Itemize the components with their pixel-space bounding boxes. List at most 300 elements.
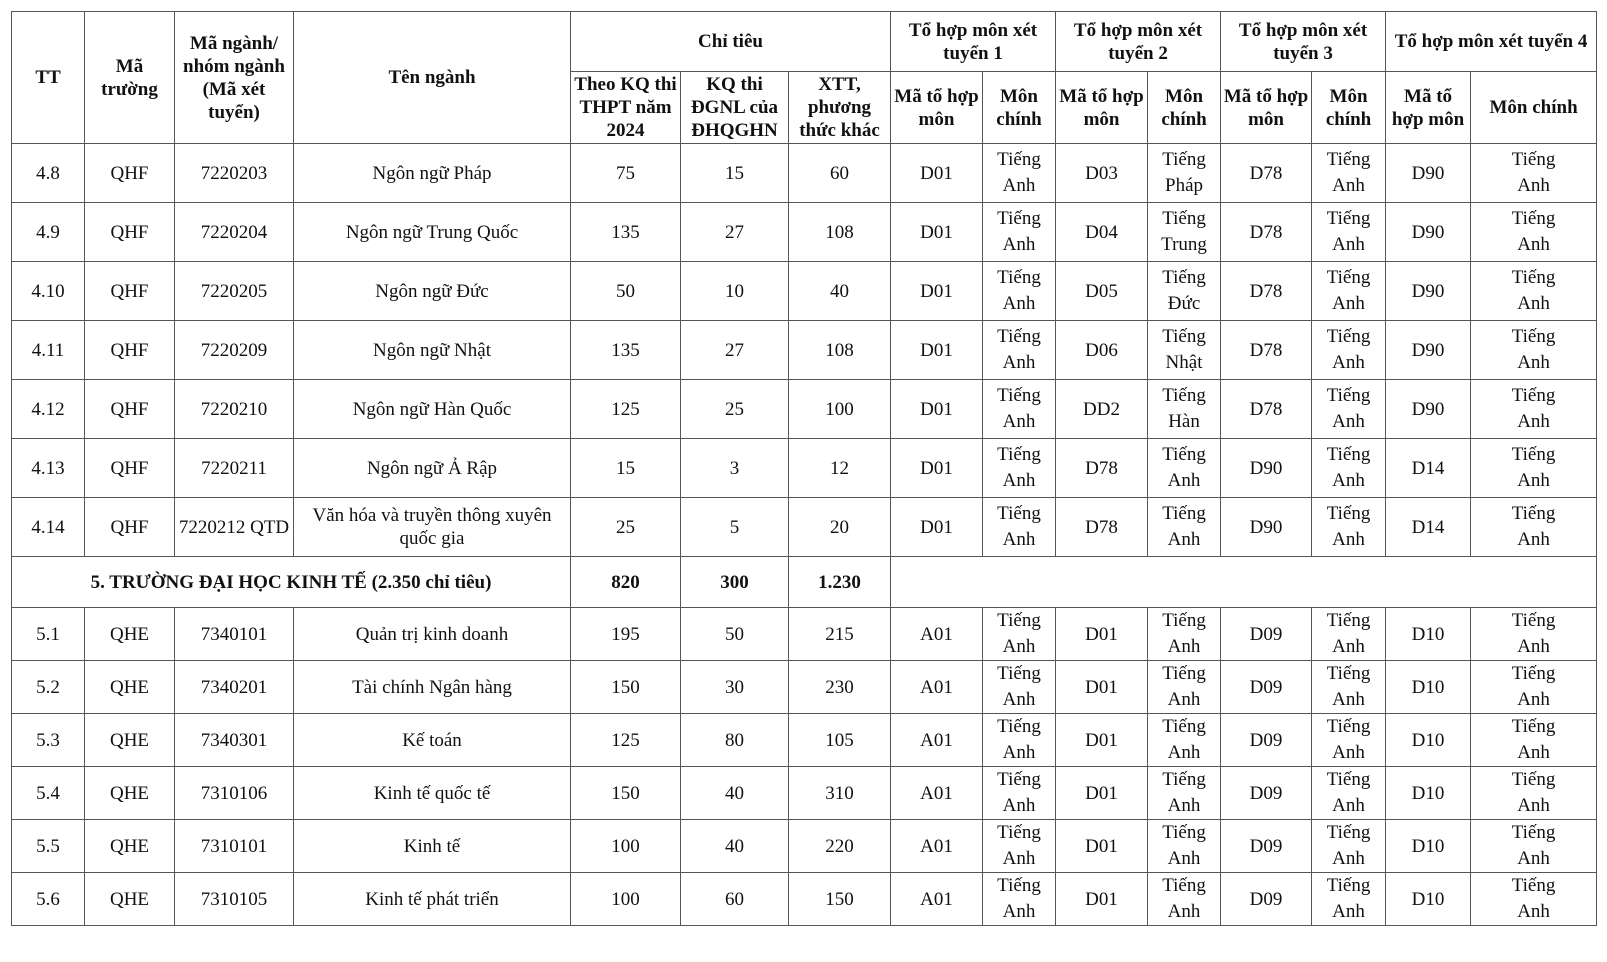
row-mon-chinh-2 [1148,820,1221,873]
row-mon-chinh-2 [1148,873,1221,926]
mon-chinh-line: Anh [1332,529,1365,550]
mon-chinh-line: Anh [1517,689,1550,710]
mon-chinh-line: Anh [1167,742,1201,763]
row-ma-truong: QHE [85,873,175,926]
row-xtt: 215 [789,608,891,661]
row-ma-to-hop-3: D09 [1221,661,1312,714]
mon-chinh-line: Tiếng [1326,149,1371,170]
row-ma-to-hop-2: D01 [1056,608,1148,661]
row-ma-to-hop-1: A01 [891,714,983,767]
row-mon-chinh-2 [1148,262,1221,321]
row-mon-chinh-2 [1148,661,1221,714]
header-ma-truong: Mã trường [85,12,175,144]
row-dgnl: 27 [681,203,789,262]
mon-chinh-line: Tiếng [1511,875,1556,896]
row-tt: 5.6 [12,873,85,926]
row-thpt: 135 [571,321,681,380]
mon-chinh-line: Tiếng [1326,716,1371,737]
mon-chinh-line: Anh [1332,636,1365,657]
row-ma-to-hop-4: D10 [1386,767,1471,820]
row-ma-truong: QHF [85,144,175,203]
mon-chinh-line: Tiếng [1162,385,1206,406]
mon-chinh-line: Anh [1002,529,1036,550]
admission-quota-table [11,11,1597,926]
row-thpt: 100 [571,820,681,873]
header-xtt: XTT, phương thức khác [789,72,891,144]
row-ma-to-hop-1: A01 [891,608,983,661]
header-mon-chinh: Môn chính [1471,72,1597,144]
row-dgnl: 3 [681,439,789,498]
row-mon-chinh-2 [1148,714,1221,767]
row-mon-chinh-4 [1471,498,1597,557]
row-ma-to-hop-2: D05 [1056,262,1148,321]
mon-chinh-line: Tiếng [1326,875,1371,896]
mon-chinh-line: Tiếng [997,444,1041,465]
mon-chinh-line: Anh [1517,901,1550,922]
mon-chinh-line: Anh [1002,848,1036,869]
table-row [12,608,1597,661]
row-mon-chinh-3 [1312,262,1386,321]
row-ma-to-hop-2: D78 [1056,439,1148,498]
table-row [12,144,1597,203]
row-ma-to-hop-2: D01 [1056,767,1148,820]
row-ma-truong: QHE [85,767,175,820]
row-dgnl: 40 [681,767,789,820]
row-ma-nganh: 7220203 [175,144,294,203]
mon-chinh-line: Anh [1517,175,1550,196]
row-ma-truong: QHE [85,661,175,714]
row-mon-chinh-2 [1148,203,1221,262]
header-mon-chinh: Môn chính [1148,72,1221,144]
mon-chinh-line: Anh [1167,901,1201,922]
header-ma-to-hop: Mã tổ hợp môn [1056,72,1148,144]
row-mon-chinh-4 [1471,661,1597,714]
row-ma-nganh: 7340101 [175,608,294,661]
row-ma-to-hop-4: D90 [1386,144,1471,203]
mon-chinh-line: Trung [1161,234,1207,255]
row-xtt: 108 [789,321,891,380]
mon-chinh-line: Tiếng [1162,716,1206,737]
row-ma-to-hop-4: D10 [1386,608,1471,661]
row-tt: 4.9 [12,203,85,262]
table-row [12,873,1597,926]
row-dgnl: 10 [681,262,789,321]
table-row [12,498,1597,557]
row-mon-chinh-1 [983,498,1056,557]
mon-chinh-line: Anh [1517,470,1550,491]
row-ma-to-hop-4: D90 [1386,321,1471,380]
section-dgnl-total: 300 [681,557,789,608]
mon-chinh-line: Anh [1332,901,1365,922]
row-dgnl: 80 [681,714,789,767]
mon-chinh-line: Anh [1332,848,1365,869]
row-ma-nganh: 7310101 [175,820,294,873]
row-tt: 4.10 [12,262,85,321]
mon-chinh-line: Tiếng [1326,503,1371,524]
row-mon-chinh-4 [1471,873,1597,926]
mon-chinh-line: Anh [1002,352,1036,373]
mon-chinh-line: Tiếng [997,149,1041,170]
row-ma-to-hop-3: D09 [1221,767,1312,820]
mon-chinh-line: Đức [1167,293,1201,314]
row-ma-to-hop-4: D90 [1386,203,1471,262]
mon-chinh-line: Tiếng [1162,822,1206,843]
row-mon-chinh-3 [1312,714,1386,767]
table-row [12,439,1597,498]
row-ma-nganh: 7340201 [175,661,294,714]
row-ma-to-hop-1: D01 [891,439,983,498]
mon-chinh-line: Hàn [1168,411,1200,432]
row-thpt: 150 [571,661,681,714]
row-dgnl: 50 [681,608,789,661]
row-mon-chinh-3 [1312,873,1386,926]
mon-chinh-line: Anh [1517,234,1550,255]
table-row [12,203,1597,262]
row-ma-to-hop-1: A01 [891,661,983,714]
row-ma-to-hop-2: D01 [1056,820,1148,873]
mon-chinh-line: Anh [1517,529,1550,550]
row-thpt: 135 [571,203,681,262]
row-ma-to-hop-1: A01 [891,873,983,926]
mon-chinh-line: Tiếng [1162,769,1206,790]
row-ten-nganh: Kế toán [294,714,571,767]
row-mon-chinh-2 [1148,498,1221,557]
row-dgnl: 60 [681,873,789,926]
section-title: 5. TRƯỜNG ĐẠI HỌC KINH TẾ (2.350 chỉ tiêu) [12,557,571,608]
header-dgnl: KQ thi ĐGNL của ĐHQGHN [681,72,789,144]
mon-chinh-line: Tiếng [997,503,1041,524]
row-ma-truong: QHF [85,203,175,262]
header-to-hop-4: Tổ hợp môn xét tuyển 4 [1386,12,1597,72]
row-ma-nganh: 7310106 [175,767,294,820]
mon-chinh-line: Nhật [1165,352,1203,373]
row-ma-to-hop-1: A01 [891,767,983,820]
mon-chinh-line: Tiếng [1511,663,1556,684]
row-mon-chinh-4 [1471,439,1597,498]
row-xtt: 40 [789,262,891,321]
row-mon-chinh-4 [1471,144,1597,203]
mon-chinh-line: Tiếng [1162,267,1206,288]
row-mon-chinh-1 [983,714,1056,767]
mon-chinh-line: Tiếng [1162,503,1206,524]
row-thpt: 50 [571,262,681,321]
row-mon-chinh-3 [1312,608,1386,661]
mon-chinh-line: Tiếng [997,875,1041,896]
row-ten-nganh: Ngôn ngữ Nhật [294,321,571,380]
row-thpt: 75 [571,144,681,203]
row-ma-to-hop-4: D10 [1386,714,1471,767]
row-ma-truong: QHE [85,714,175,767]
mon-chinh-line: Anh [1517,742,1550,763]
row-ma-to-hop-1: D01 [891,380,983,439]
row-mon-chinh-1 [983,820,1056,873]
table-row [12,321,1597,380]
section-xtt-total: 1.230 [789,557,891,608]
row-ma-to-hop-4: D14 [1386,498,1471,557]
row-xtt: 20 [789,498,891,557]
row-ma-nganh: 7220205 [175,262,294,321]
row-ma-to-hop-3: D78 [1221,321,1312,380]
row-ma-to-hop-3: D09 [1221,820,1312,873]
row-dgnl: 15 [681,144,789,203]
header-ten-nganh: Tên ngành [294,12,571,144]
row-xtt: 108 [789,203,891,262]
section5-body [12,557,1597,608]
header-ma-to-hop: Mã tổ hợp môn [1386,72,1471,144]
mon-chinh-line: Anh [1517,411,1550,432]
mon-chinh-line: Anh [1002,636,1036,657]
row-ten-nganh: Ngôn ngữ Đức [294,262,571,321]
mon-chinh-line: Tiếng [997,663,1041,684]
row-mon-chinh-3 [1312,820,1386,873]
row-ma-nganh: 7220209 [175,321,294,380]
mon-chinh-line: Tiếng [1162,610,1206,631]
row-mon-chinh-3 [1312,380,1386,439]
row-ma-to-hop-2: D01 [1056,873,1148,926]
mon-chinh-line: Tiếng [1326,769,1371,790]
mon-chinh-line: Anh [1167,689,1201,710]
header-to-hop-3: Tổ hợp môn xét tuyển 3 [1221,12,1386,72]
table-row [12,380,1597,439]
row-ma-truong: QHF [85,498,175,557]
row-mon-chinh-4 [1471,203,1597,262]
mon-chinh-line: Tiếng [997,267,1041,288]
row-ma-nganh: 7220211 [175,439,294,498]
table-row [12,714,1597,767]
row-thpt: 195 [571,608,681,661]
group4-body [12,144,1597,557]
row-mon-chinh-2 [1148,767,1221,820]
mon-chinh-line: Tiếng [1162,875,1206,896]
mon-chinh-line: Tiếng [997,769,1041,790]
mon-chinh-line: Anh [1332,293,1365,314]
mon-chinh-line: Tiếng [1511,503,1556,524]
mon-chinh-line: Tiếng [997,385,1041,406]
row-ten-nganh: Tài chính Ngân hàng [294,661,571,714]
row-ten-nganh: Kinh tế phát triển [294,873,571,926]
row-ma-to-hop-1: D01 [891,144,983,203]
mon-chinh-line: Anh [1167,795,1201,816]
mon-chinh-line: Anh [1167,848,1201,869]
mon-chinh-line: Tiếng [1511,716,1556,737]
mon-chinh-line: Anh [1167,636,1201,657]
row-mon-chinh-3 [1312,203,1386,262]
row-mon-chinh-2 [1148,608,1221,661]
row-mon-chinh-4 [1471,767,1597,820]
mon-chinh-line: Anh [1002,411,1036,432]
row-ten-nganh: Ngôn ngữ Ả Rập [294,439,571,498]
mon-chinh-line: Tiếng [1511,385,1556,406]
row-ma-truong: QHF [85,380,175,439]
row-ma-nganh: 7220210 [175,380,294,439]
table-row [12,262,1597,321]
row-mon-chinh-1 [983,262,1056,321]
mon-chinh-line: Tiếng [1326,444,1371,465]
mon-chinh-line: Anh [1002,795,1036,816]
row-thpt: 125 [571,380,681,439]
row-mon-chinh-2 [1148,321,1221,380]
row-ma-nganh: 7220204 [175,203,294,262]
mon-chinh-line: Anh [1002,293,1036,314]
row-ma-to-hop-3: D90 [1221,439,1312,498]
header-thpt: Theo KQ thi THPT năm 2024 [571,72,681,144]
row-mon-chinh-4 [1471,608,1597,661]
mon-chinh-line: Anh [1332,234,1365,255]
row-dgnl: 27 [681,321,789,380]
row-ma-to-hop-3: D78 [1221,262,1312,321]
row-ma-to-hop-4: D10 [1386,873,1471,926]
row-mon-chinh-4 [1471,714,1597,767]
mon-chinh-line: Tiếng [997,208,1041,229]
row-tt: 5.1 [12,608,85,661]
row-ten-nganh: Ngôn ngữ Trung Quốc [294,203,571,262]
row-mon-chinh-3 [1312,767,1386,820]
row-thpt: 125 [571,714,681,767]
mon-chinh-line: Anh [1002,901,1036,922]
mon-chinh-line: Tiếng [1511,326,1556,347]
row-mon-chinh-3 [1312,661,1386,714]
row-ma-to-hop-2: D03 [1056,144,1148,203]
row-mon-chinh-1 [983,321,1056,380]
row-mon-chinh-1 [983,873,1056,926]
row-xtt: 12 [789,439,891,498]
row-ma-truong: QHF [85,262,175,321]
mon-chinh-line: Tiếng [997,716,1041,737]
mon-chinh-line: Tiếng [1326,208,1371,229]
row-mon-chinh-2 [1148,380,1221,439]
mon-chinh-line: Anh [1332,470,1365,491]
row-ma-to-hop-3: D09 [1221,714,1312,767]
row-ma-to-hop-1: A01 [891,820,983,873]
row-ma-to-hop-2: D01 [1056,714,1148,767]
mon-chinh-line: Tiếng [997,326,1041,347]
mon-chinh-line: Tiếng [1511,822,1556,843]
mon-chinh-line: Tiếng [1326,822,1371,843]
row-ma-truong: QHF [85,439,175,498]
mon-chinh-line: Tiếng [997,610,1041,631]
mon-chinh-line: Anh [1167,470,1201,491]
mon-chinh-line: Tiếng [1162,208,1206,229]
row-mon-chinh-3 [1312,498,1386,557]
mon-chinh-line: Tiếng [1511,769,1556,790]
row-ma-to-hop-1: D01 [891,321,983,380]
row-ma-truong: QHE [85,820,175,873]
mon-chinh-line: Anh [1332,689,1365,710]
row-ma-to-hop-4: D10 [1386,661,1471,714]
header-chi-tieu: Chỉ tiêu [571,12,891,72]
row-ma-to-hop-2: D06 [1056,321,1148,380]
header-ma-nganh: Mã ngành/ nhóm ngành (Mã xét tuyển) [175,12,294,144]
row-ma-truong: QHE [85,608,175,661]
group5-body [12,608,1597,926]
mon-chinh-line: Anh [1002,175,1036,196]
row-mon-chinh-1 [983,439,1056,498]
mon-chinh-line: Anh [1002,742,1036,763]
mon-chinh-line: Anh [1002,470,1036,491]
mon-chinh-line: Anh [1517,636,1550,657]
row-ma-truong: QHF [85,321,175,380]
row-ma-to-hop-3: D90 [1221,498,1312,557]
row-ten-nganh: Ngôn ngữ Hàn Quốc [294,380,571,439]
row-mon-chinh-4 [1471,262,1597,321]
row-ten-nganh: Văn hóa và truyền thông xuyên quốc gia [294,498,571,557]
row-tt: 4.13 [12,439,85,498]
row-ma-to-hop-4: D90 [1386,380,1471,439]
row-xtt: 220 [789,820,891,873]
mon-chinh-line: Tiếng [1162,149,1206,170]
mon-chinh-line: Tiếng [1162,326,1206,347]
row-ma-to-hop-1: D01 [891,498,983,557]
row-ma-to-hop-1: D01 [891,203,983,262]
row-ma-to-hop-4: D90 [1386,262,1471,321]
row-ten-nganh: Ngôn ngữ Pháp [294,144,571,203]
row-dgnl: 40 [681,820,789,873]
header-to-hop-2: Tổ hợp môn xét tuyển 2 [1056,12,1221,72]
row-xtt: 230 [789,661,891,714]
row-mon-chinh-4 [1471,820,1597,873]
row-ma-to-hop-3: D78 [1221,380,1312,439]
row-ma-to-hop-2: D01 [1056,661,1148,714]
row-tt: 4.12 [12,380,85,439]
row-mon-chinh-1 [983,608,1056,661]
row-mon-chinh-3 [1312,144,1386,203]
row-thpt: 25 [571,498,681,557]
row-mon-chinh-1 [983,203,1056,262]
mon-chinh-line: Tiếng [1511,149,1556,170]
mon-chinh-line: Anh [1167,529,1201,550]
row-ma-to-hop-2: D04 [1056,203,1148,262]
row-mon-chinh-1 [983,380,1056,439]
mon-chinh-line: Tiếng [997,822,1041,843]
row-xtt: 150 [789,873,891,926]
row-ten-nganh: Quản trị kinh doanh [294,608,571,661]
header-ma-to-hop: Mã tổ hợp môn [1221,72,1312,144]
header-mon-chinh: Môn chính [983,72,1056,144]
header-tt: TT [12,12,85,144]
mon-chinh-line: Tiếng [1511,267,1556,288]
mon-chinh-line: Tiếng [1326,385,1371,406]
row-ma-nganh: 7340301 [175,714,294,767]
mon-chinh-line: Pháp [1165,175,1204,196]
row-xtt: 310 [789,767,891,820]
row-thpt: 150 [571,767,681,820]
row-mon-chinh-4 [1471,380,1597,439]
mon-chinh-line: Anh [1332,175,1365,196]
mon-chinh-line: Tiếng [1511,610,1556,631]
row-dgnl: 5 [681,498,789,557]
mon-chinh-line: Tiếng [1326,267,1371,288]
mon-chinh-line: Anh [1002,234,1036,255]
row-tt: 4.14 [12,498,85,557]
row-ma-to-hop-3: D78 [1221,144,1312,203]
mon-chinh-line: Tiếng [1511,444,1556,465]
row-thpt: 100 [571,873,681,926]
row-mon-chinh-3 [1312,321,1386,380]
row-thpt: 15 [571,439,681,498]
row-tt: 5.2 [12,661,85,714]
mon-chinh-line: Anh [1332,795,1365,816]
row-ma-to-hop-4: D14 [1386,439,1471,498]
row-ma-nganh: 7220212 QTD [175,498,294,557]
row-mon-chinh-4 [1471,321,1597,380]
row-ten-nganh: Kinh tế [294,820,571,873]
row-mon-chinh-1 [983,767,1056,820]
row-tt: 5.3 [12,714,85,767]
mon-chinh-line: Tiếng [1511,208,1556,229]
mon-chinh-line: Anh [1517,293,1550,314]
mon-chinh-line: Anh [1332,411,1365,432]
header-to-hop-1: Tổ hợp môn xét tuyển 1 [891,12,1056,72]
